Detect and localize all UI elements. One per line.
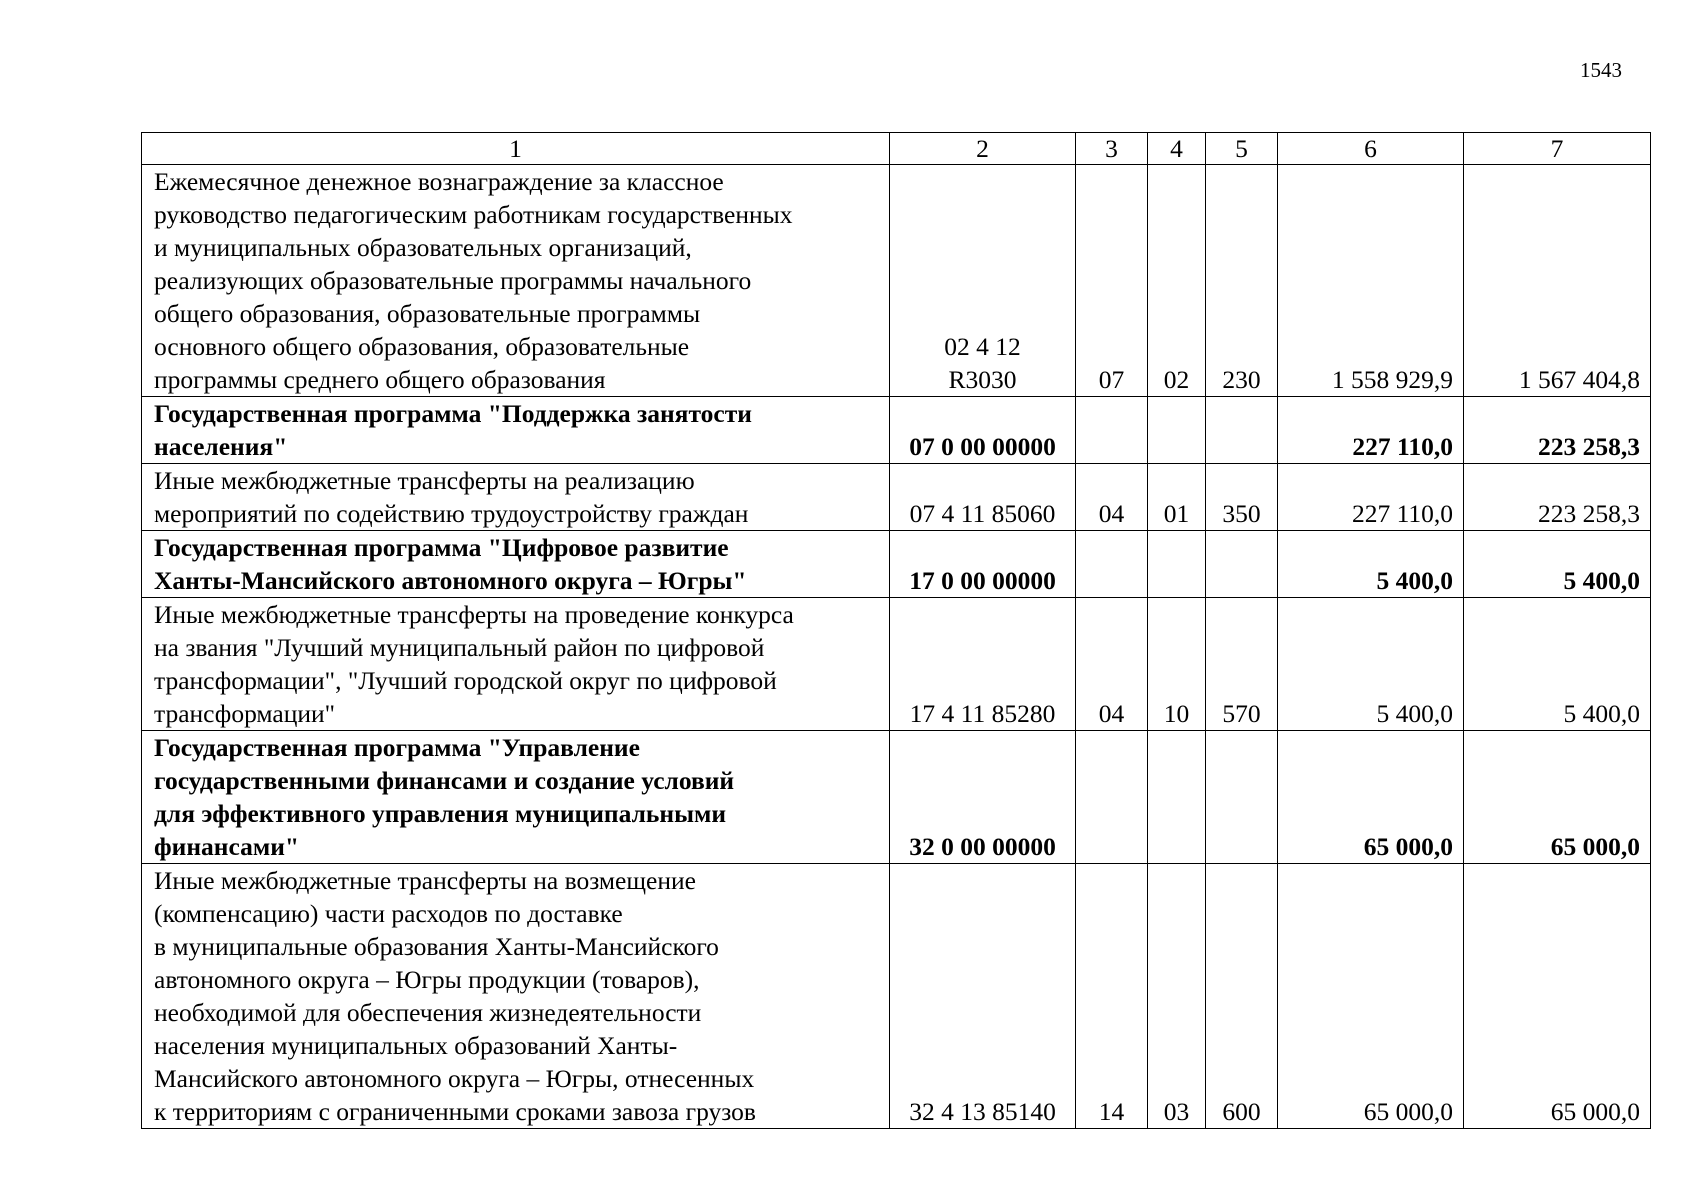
row-col-4: 03 [1148,864,1206,1129]
row-col-5 [1206,731,1278,864]
row-col-3: 04 [1076,598,1148,731]
table-row [142,864,1651,1129]
budget-table [141,132,1651,1129]
header-col-2: 2 [890,133,1076,165]
row-col-5 [1206,531,1278,598]
row-col-3 [1076,531,1148,598]
row-col-3: 07 [1076,165,1148,397]
row-amount-7: 223 258,3 [1464,397,1651,464]
table-row-program [142,731,1651,864]
row-amount-7: 5 400,0 [1464,598,1651,731]
row-amount-7: 65 000,0 [1464,864,1651,1129]
header-row [142,133,1651,165]
header-col-5: 5 [1206,133,1278,165]
row-target-code: 17 0 00 00000 [890,531,1076,598]
table-row [142,165,1651,397]
table-row-program [142,531,1651,598]
row-name: Ежемесячное денежное вознаграждение за классное руководство педагогическим работникам государственных и муниципальных образовательных организаций, реализующих образовательные программы начального общего образования, образовательные программы основного общего образования, образовательные программы среднего общего образования [142,165,890,397]
table-row [142,598,1651,731]
row-name: Иные межбюджетные трансферты на проведение конкурса на звания "Лучший муниципальный район по цифровой трансформации", "Лучший городской округ по цифровой трансформации" [142,598,890,731]
row-target-code: 32 0 00 00000 [890,731,1076,864]
row-amount-7: 223 258,3 [1464,464,1651,531]
header-col-3: 3 [1076,133,1148,165]
row-target-code: 07 4 11 85060 [890,464,1076,531]
row-col-5: 600 [1206,864,1278,1129]
table-row-program [142,397,1651,464]
header-col-1: 1 [142,133,890,165]
header-col-4: 4 [1148,133,1206,165]
row-col-3 [1076,731,1148,864]
row-target-code: 17 4 11 85280 [890,598,1076,731]
table-row [142,464,1651,531]
row-col-3: 04 [1076,464,1148,531]
row-name: Государственная программа "Цифровое развитие Ханты-Мансийского автономного округа – Югры" [142,531,890,598]
row-col-4 [1148,531,1206,598]
row-amount-6: 227 110,0 [1278,397,1464,464]
row-col-4 [1148,397,1206,464]
row-name: Государственная программа "Управление государственными финансами и создание условий для эффективного управления муниципальными финансами" [142,731,890,864]
header-col-7: 7 [1464,133,1651,165]
row-col-5: 230 [1206,165,1278,397]
row-col-4: 02 [1148,165,1206,397]
row-col-4: 10 [1148,598,1206,731]
header-col-6: 6 [1278,133,1464,165]
row-amount-7: 1 567 404,8 [1464,165,1651,397]
row-amount-6: 227 110,0 [1278,464,1464,531]
row-col-4: 01 [1148,464,1206,531]
row-target-code: 32 4 13 85140 [890,864,1076,1129]
row-target-code: 07 0 00 00000 [890,397,1076,464]
row-col-3: 14 [1076,864,1148,1129]
row-name: Иные межбюджетные трансферты на возмещение (компенсацию) части расходов по доставке в муниципальные образования Ханты-Мансийского автономного округа – Югры продукции (товаров), необходимой для обеспечения жизнедеятельности населения муниципальных образований Ханты- Мансийского автономного округа – Югры, отнесенных к территориям с ограниченными сроками завоза грузов [142,864,890,1129]
row-amount-6: 1 558 929,9 [1278,165,1464,397]
row-amount-6: 65 000,0 [1278,731,1464,864]
row-col-3 [1076,397,1148,464]
row-amount-7: 65 000,0 [1464,731,1651,864]
row-amount-6: 5 400,0 [1278,531,1464,598]
row-name: Государственная программа "Поддержка занятости населения" [142,397,890,464]
row-amount-7: 5 400,0 [1464,531,1651,598]
page-number: 1543 [1580,58,1622,82]
row-col-4 [1148,731,1206,864]
row-amount-6: 65 000,0 [1278,864,1464,1129]
row-col-5: 350 [1206,464,1278,531]
row-name: Иные межбюджетные трансферты на реализацию мероприятий по содействию трудоустройству граждан [142,464,890,531]
row-col-5: 570 [1206,598,1278,731]
row-col-5 [1206,397,1278,464]
row-amount-6: 5 400,0 [1278,598,1464,731]
row-target-code: 02 4 12 R3030 [890,165,1076,397]
